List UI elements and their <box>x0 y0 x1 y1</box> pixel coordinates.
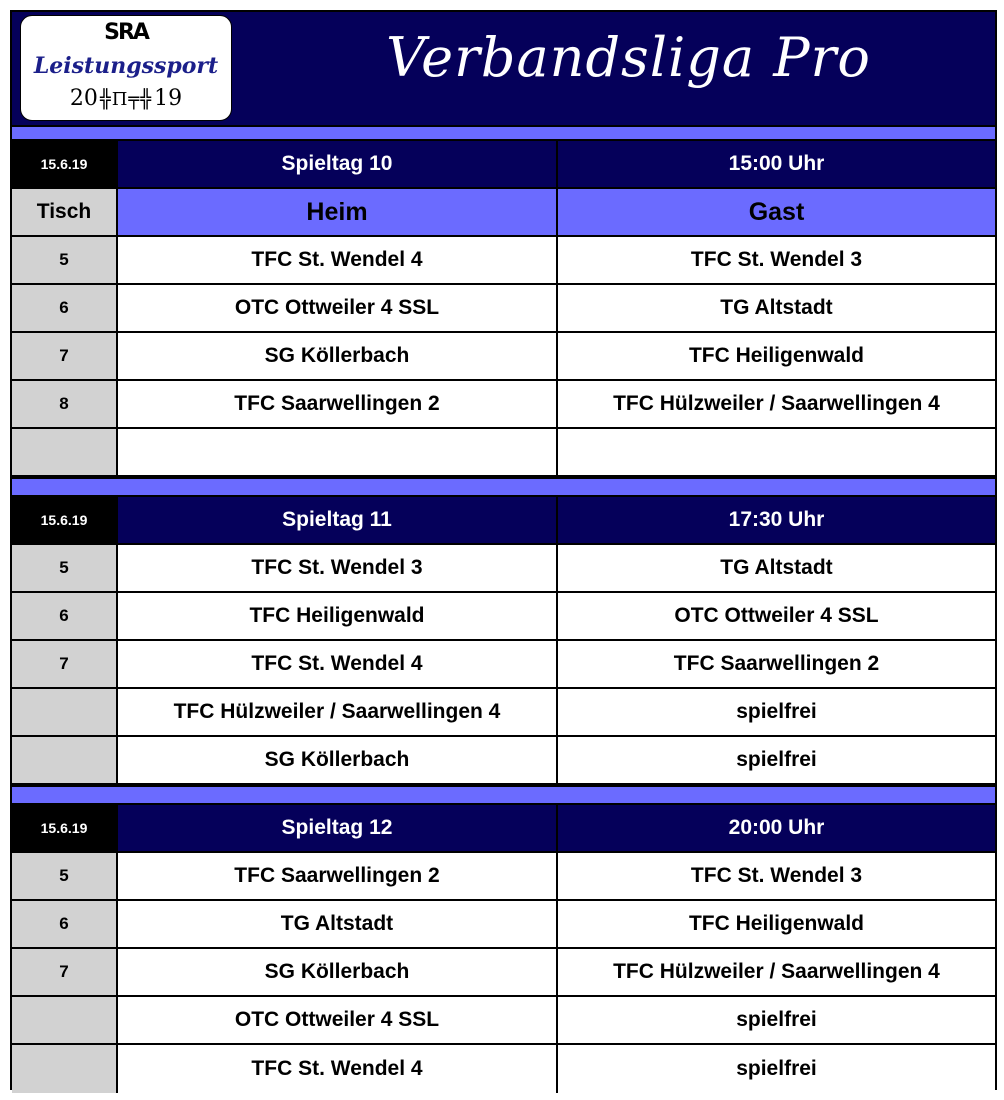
tisch-number: 7 <box>12 333 118 379</box>
home-team: TFC St. Wendel 4 <box>118 1045 558 1093</box>
table-row <box>12 641 995 689</box>
away-team: spielfrei <box>558 997 995 1043</box>
home-team: TFC St. Wendel 4 <box>118 641 558 687</box>
away-team: OTC Ottweiler 4 SSL <box>558 593 995 639</box>
home-team: TG Altstadt <box>118 901 558 947</box>
home-team: TFC St. Wendel 4 <box>118 237 558 283</box>
away-team: spielfrei <box>558 737 995 783</box>
tisch-number: 5 <box>12 545 118 591</box>
matchday-time: 15:00 Uhr <box>558 141 995 187</box>
table-row <box>12 381 995 429</box>
home-team: TFC Hülzweiler / Saarwellingen 4 <box>118 689 558 735</box>
logo-mark: SRA <box>104 20 148 45</box>
away-team: TFC St. Wendel 3 <box>558 237 995 283</box>
away-team: TFC Heiligenwald <box>558 901 995 947</box>
table-row <box>12 237 995 285</box>
table-row <box>12 429 995 477</box>
schedule-sheet <box>10 10 997 1090</box>
section-separator <box>12 125 995 141</box>
away-team: spielfrei <box>558 1045 995 1093</box>
table-row <box>12 949 995 997</box>
home-team: TFC Saarwellingen 2 <box>118 853 558 899</box>
matchday-time: 17:30 Uhr <box>558 497 995 543</box>
table-row <box>12 593 995 641</box>
page-title: Verbandsliga Pro <box>386 26 871 89</box>
section-separator <box>12 477 995 497</box>
away-team: TG Altstadt <box>558 285 995 331</box>
column-header-gast: Gast <box>558 189 995 235</box>
matchday-date: 15.6.19 <box>12 141 118 187</box>
league-logo <box>20 15 232 121</box>
home-team: SG Köllerbach <box>118 949 558 995</box>
tisch-number <box>12 429 118 475</box>
away-team: TG Altstadt <box>558 545 995 591</box>
column-header-heim: Heim <box>118 189 558 235</box>
header-banner <box>12 12 995 125</box>
table-row <box>12 1045 995 1093</box>
column-header-row <box>12 189 995 237</box>
table-row <box>12 901 995 949</box>
tisch-number <box>12 689 118 735</box>
table-soccer-figures-icon: ╬П╤╬ <box>99 89 153 110</box>
matchday-label: Spieltag 12 <box>118 805 558 851</box>
home-team: TFC St. Wendel 3 <box>118 545 558 591</box>
section-separator <box>12 785 995 805</box>
home-team <box>118 429 558 475</box>
tisch-number: 5 <box>12 237 118 283</box>
matchday-date: 15.6.19 <box>12 497 118 543</box>
table-row <box>12 737 995 785</box>
column-header-tisch: Tisch <box>12 189 118 235</box>
matchday-header <box>12 497 995 545</box>
tisch-number: 6 <box>12 285 118 331</box>
table-row <box>12 997 995 1045</box>
away-team: spielfrei <box>558 689 995 735</box>
matchday-date: 15.6.19 <box>12 805 118 851</box>
matchday-header <box>12 805 995 853</box>
matchday-header <box>12 141 995 189</box>
tisch-number: 8 <box>12 381 118 427</box>
away-team: TFC St. Wendel 3 <box>558 853 995 899</box>
home-team: TFC Heiligenwald <box>118 593 558 639</box>
table-row <box>12 285 995 333</box>
away-team: TFC Hülzweiler / Saarwellingen 4 <box>558 381 995 427</box>
away-team <box>558 429 995 475</box>
away-team: TFC Saarwellingen 2 <box>558 641 995 687</box>
tisch-number <box>12 997 118 1043</box>
matchday-time: 20:00 Uhr <box>558 805 995 851</box>
logo-year-right: 19 <box>154 86 183 111</box>
home-team: TFC Saarwellingen 2 <box>118 381 558 427</box>
home-team: SG Köllerbach <box>118 737 558 783</box>
table-row <box>12 853 995 901</box>
tisch-number: 7 <box>12 641 118 687</box>
matchday-label: Spieltag 11 <box>118 497 558 543</box>
home-team: SG Köllerbach <box>118 333 558 379</box>
away-team: TFC Hülzweiler / Saarwellingen 4 <box>558 949 995 995</box>
tisch-number: 7 <box>12 949 118 995</box>
table-row <box>12 689 995 737</box>
away-team: TFC Heiligenwald <box>558 333 995 379</box>
table-row <box>12 545 995 593</box>
tisch-number <box>12 737 118 783</box>
logo-year-left: 20 <box>69 86 98 111</box>
logo-text: Leistungssport <box>33 53 219 79</box>
tisch-number <box>12 1045 118 1093</box>
table-row <box>12 333 995 381</box>
matchday-label: Spieltag 10 <box>118 141 558 187</box>
home-team: OTC Ottweiler 4 SSL <box>118 285 558 331</box>
home-team: OTC Ottweiler 4 SSL <box>118 997 558 1043</box>
tisch-number: 6 <box>12 593 118 639</box>
logo-year <box>21 86 231 111</box>
tisch-number: 5 <box>12 853 118 899</box>
tisch-number: 6 <box>12 901 118 947</box>
